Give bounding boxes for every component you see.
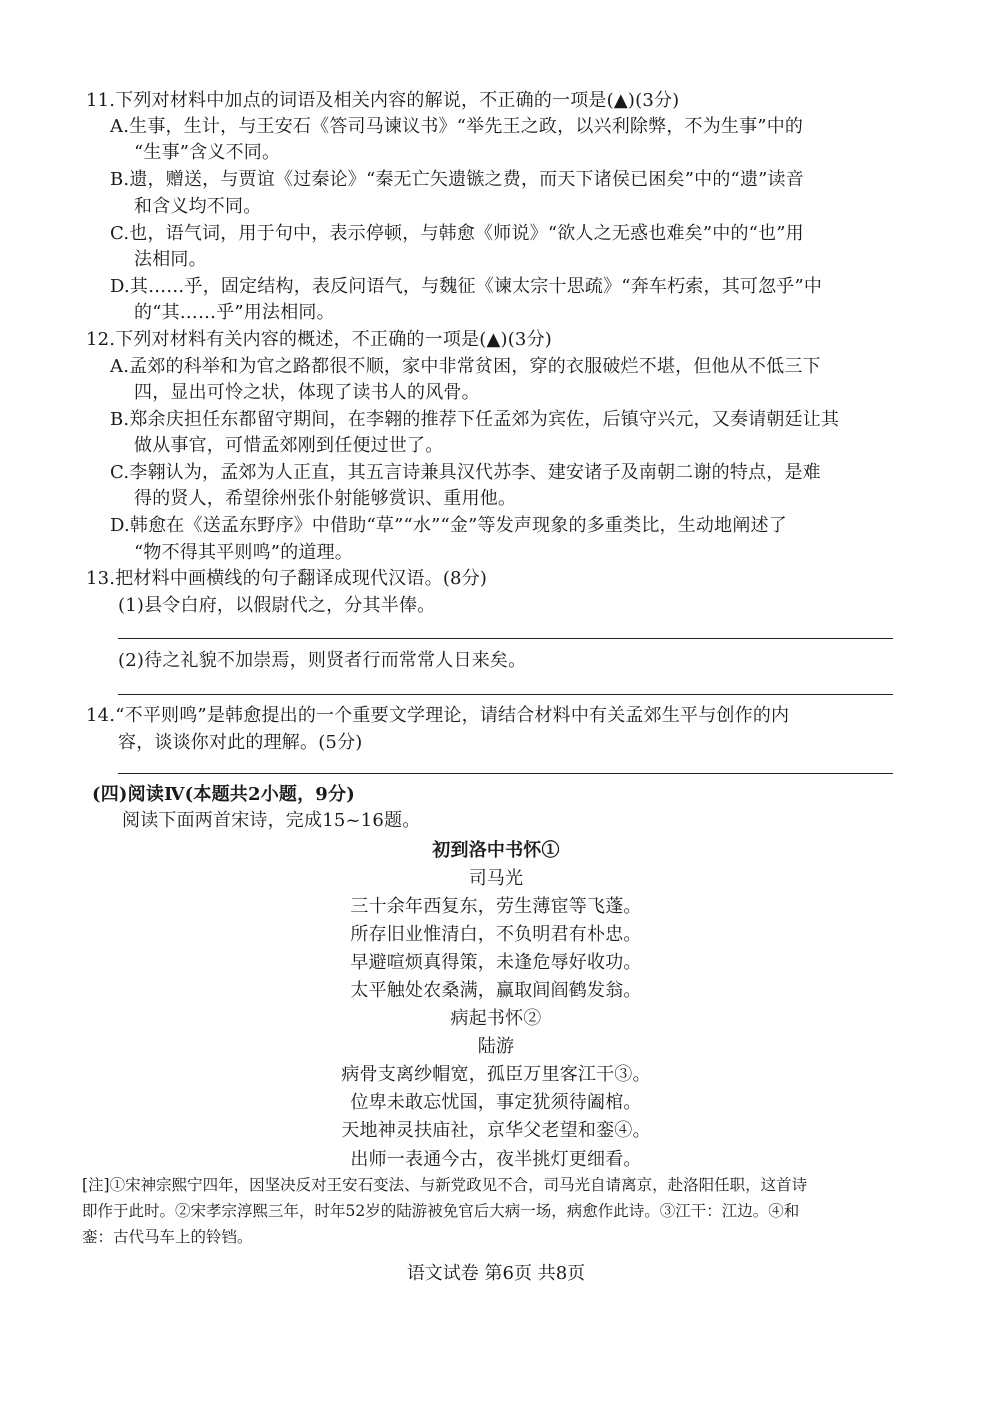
poem2-line: 天地神灵扶庙社，京华父老望和銮④。 (341, 1120, 651, 1141)
poem1-line: 三十余年西复东，劳生薄宦等飞蓬。 (350, 896, 642, 917)
q12-option-c-cont: 得的贤人，希望徐州张仆射能够赏识、重用他。 (134, 488, 517, 509)
notes-line: [注]①宋神宗熙宁四年，因坚决反对王安石变法、与新党政见不合，司马光自请离京，赴洛阳任职，这首诗 (82, 1176, 808, 1194)
notes-line: 即作于此时。②宋孝宗淳熙三年，时年52岁的陆游被免官后大病一场，病愈作此诗。③江干：江边。④和 (82, 1202, 800, 1220)
q12-stem: 12.下列对材料有关内容的概述，不正确的一项是(▲)(3分) (86, 329, 553, 350)
q12-option-b-cont: 做从事官，可惜孟郊刚到任便过世了。 (134, 435, 444, 456)
q12-option-d: D.韩愈在《送孟东野序》中借助“草”“水”“金”等发声现象的多重类比，生动地阐述了 (110, 515, 787, 536)
poem1-line: 太平触处农桑满，赢取闾阎鹤发翁。 (350, 980, 642, 1001)
q12-option-a: A.孟郊的科举和为官之路都很不顺，家中非常贫困，穿的衣服破烂不堪，但他从不低三下 (110, 356, 821, 377)
poem2-line: 位卑未敢忘忧国，事定犹须待阖棺。 (350, 1092, 642, 1113)
page-footer: 语文试卷 第6页 共8页 (406, 1263, 586, 1284)
q14-stem-cont: 容，谈谈你对此的理解。(5分) (118, 732, 363, 753)
q11-option-d-cont: 的“其……乎”用法相同。 (134, 302, 335, 323)
q13-sentence-1: (1)县令白府，以假尉代之，分其半俸。 (118, 595, 436, 616)
q11-option-c-cont: 法相同。 (134, 249, 207, 270)
q12-option-a-cont: 四，显出可怜之状，体现了读书人的风骨。 (134, 382, 480, 403)
poem2-line: 病骨支离纱帽宽，孤臣万里客江干③。 (341, 1064, 651, 1085)
q12-option-c: C.李翱认为，孟郊为人正直，其五言诗兼具汉代苏李、建安诸子及南朝二谢的特点，是难 (110, 462, 821, 483)
q11-option-c: C.也，语气词，用于句中，表示停顿，与韩愈《师说》“欲人之无惑也难矣”中的“也”用 (110, 223, 804, 244)
notes-line: 銮：古代马车上的铃铛。 (82, 1228, 253, 1246)
q11-stem: 11.下列对材料中加点的词语及相关内容的解说，不正确的一项是(▲)(3分) (86, 90, 680, 111)
q11-option-b: B.遗，赠送，与贾谊《过秦论》“秦无亡矢遗镞之费，而天下诸侯已困矣”中的“遗”读音 (110, 169, 804, 190)
q14-answer-line[interactable] (118, 773, 893, 774)
poem2-title: 病起书怀② (450, 1008, 542, 1029)
section-intro: 阅读下面两首宋诗，完成15~16题。 (122, 810, 421, 831)
q12-option-d-cont: “物不得其平则鸣”的道理。 (134, 542, 354, 563)
poem1-line: 所存旧业惟清白，不负明君有朴忠。 (350, 924, 642, 945)
q13-answer-line-1[interactable] (118, 638, 893, 639)
section-heading: (四)阅读Ⅳ(本题共2小题，9分) (92, 784, 355, 805)
q11-option-a-cont: “生事”含义不同。 (134, 142, 281, 163)
q12-option-b: B.郑余庆担任东都留守期间，在李翱的推荐下任孟郊为宾佐，后镇守兴元，又奏请朝廷让其 (110, 409, 840, 430)
q14-stem: 14.“不平则鸣”是韩愈提出的一个重要文学理论，请结合材料中有关孟郊生平与创作的内 (86, 705, 790, 726)
q11-option-a: A.生事，生计，与王安石《答司马谏议书》“举先王之政，以兴利除弊，不为生事”中的 (110, 116, 804, 137)
poem2-author: 陆游 (477, 1036, 515, 1057)
poem1-author: 司马光 (468, 868, 524, 889)
q11-option-b-cont: 和含义均不同。 (134, 196, 262, 217)
q11-option-d: D.其……乎，固定结构，表反问语气，与魏征《谏太宗十思疏》“奔车朽索，其可忽乎”中 (110, 276, 823, 297)
poem1-title: 初到洛中书怀① (432, 840, 560, 861)
q13-stem: 13.把材料中画横线的句子翻译成现代汉语。(8分) (86, 568, 488, 589)
q13-answer-line-2[interactable] (118, 694, 893, 695)
poem2-line: 出师一表通今古，夜半挑灯更细看。 (350, 1149, 642, 1170)
poem1-line: 早避喧烦真得策，未逢危辱好收功。 (350, 952, 642, 973)
q13-sentence-2: (2)待之礼貌不加崇焉，则贤者行而常常人日来矣。 (118, 650, 527, 671)
